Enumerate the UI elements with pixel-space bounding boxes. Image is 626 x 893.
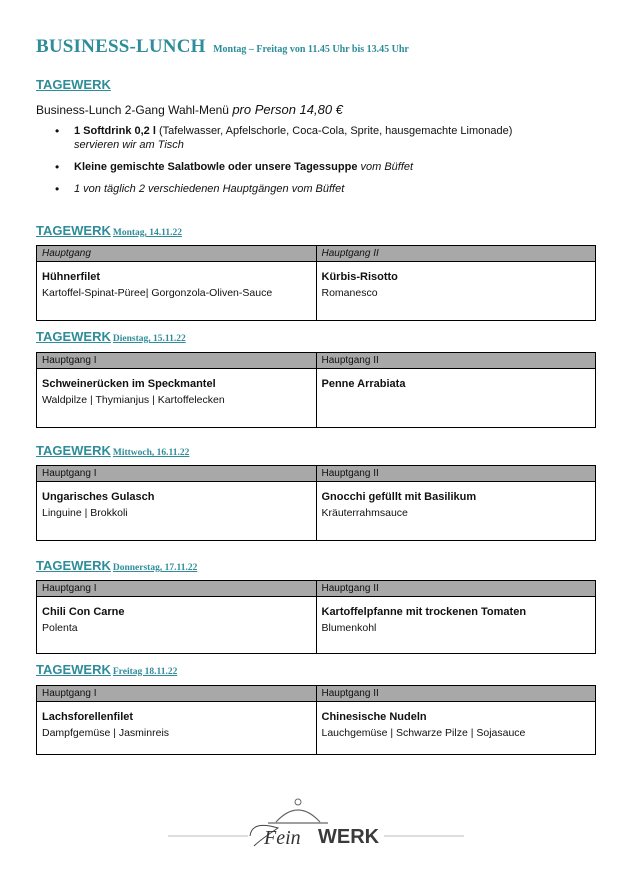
dish-sides: Polenta — [42, 622, 78, 634]
day-date: Dienstag, 15.11.22 — [112, 334, 186, 344]
dish-sides: Lauchgemüse | Schwarze Pilze | Sojasauce — [321, 727, 526, 739]
table-row — [37, 369, 595, 427]
dish-name: Chili Con Carne — [42, 606, 125, 618]
column-header: Hauptgang II — [321, 468, 379, 479]
offer-name: Business-Lunch 2-Gang Wahl-Menü — [36, 103, 229, 117]
bullet-text: Kleine gemischte Salatbowle oder unsere Tagessuppe — [74, 161, 361, 173]
feinwerk-logo — [168, 796, 464, 856]
logo-bold-text: WERK — [318, 826, 380, 848]
table-cell — [317, 597, 596, 653]
column-header: Hauptgang — [37, 246, 317, 261]
column-header: Hauptgang II — [321, 248, 379, 259]
table-header-row — [37, 353, 595, 369]
dish-name: Ungarisches Gulasch — [42, 491, 155, 503]
dish-name: Hühnerfilet — [42, 271, 101, 283]
table-cell — [37, 369, 317, 427]
day-heading-label: TAGEWERK — [36, 443, 111, 458]
list-item — [36, 182, 596, 196]
table-row — [37, 482, 595, 540]
dish-name: Chinesische Nudeln — [321, 711, 427, 723]
bullet-italic: vom Büffet — [360, 161, 414, 173]
day-menu-table — [36, 352, 596, 428]
dish-sides: Waldpilze | Thymianjus | Kartoffelecken — [42, 394, 225, 406]
day-menu-table — [36, 245, 596, 321]
list-item — [36, 160, 596, 174]
dish-sides: Dampfgemüse | Jasminreis — [42, 727, 170, 739]
title-main: BUSINESS-LUNCH — [36, 36, 206, 57]
table-cell — [37, 597, 317, 653]
day-menu-table — [36, 580, 596, 654]
column-header: Hauptgang II — [321, 688, 379, 699]
dish-name: Kartoffelpfanne mit trockenen Tomaten — [321, 606, 527, 618]
table-row — [37, 597, 595, 654]
bullet-italic: servieren wir am Tisch — [74, 139, 184, 151]
table-cell — [317, 702, 596, 754]
day-heading-label: TAGEWERK — [36, 223, 111, 238]
table-cell — [37, 702, 317, 754]
table-header-row — [37, 466, 595, 482]
day-menu-table — [36, 685, 596, 755]
dish-sides: Linguine | Brokkoli — [42, 507, 128, 519]
title-hours: Montag – Freitag von 11.45 Uhr bis 13.45 Uhr — [213, 44, 409, 55]
day-heading-label: TAGEWERK — [36, 329, 111, 344]
table-cell — [37, 262, 317, 320]
table-cell — [317, 369, 596, 427]
day-heading — [36, 223, 182, 238]
day-heading — [36, 443, 189, 458]
bullet-bold: 1 Softdrink 0,2 l — [74, 125, 156, 137]
dish-name: Kürbis-Risotto — [321, 271, 398, 283]
dish-sides: Kartoffel-Spinat-Püree| Gorgonzola-Oliven-Sauce — [42, 287, 273, 299]
column-header: Hauptgang II — [321, 355, 379, 366]
table-cell — [317, 262, 596, 320]
column-header: Hauptgang I — [37, 353, 317, 368]
day-date: Freitag 18.11.22 — [112, 667, 178, 677]
day-menu-table — [36, 465, 596, 541]
table-header-row — [37, 581, 595, 597]
day-heading-label: TAGEWERK — [36, 662, 111, 677]
day-date: Montag, 14.11.22 — [112, 228, 183, 238]
column-header: Hauptgang I — [37, 581, 317, 596]
column-header: Hauptgang II — [321, 583, 379, 594]
dish-name: Gnocchi gefüllt mit Basilikum — [321, 491, 477, 503]
table-header-row — [37, 686, 595, 702]
table-cell — [37, 482, 317, 540]
table-row — [37, 702, 595, 754]
dish-sides: Blumenkohl — [321, 622, 377, 634]
dish-sides: Kräuterrahmsauce — [321, 507, 408, 519]
column-header: Hauptgang I — [37, 466, 317, 481]
bullet-italic: 1 von täglich 2 verschiedenen Hauptgängen vom Büffet — [74, 183, 345, 195]
list-item — [36, 124, 596, 152]
table-header-row — [37, 246, 595, 262]
offer-line — [36, 102, 343, 117]
cloche-icon — [168, 796, 464, 856]
offer-price: pro Person 14,80 € — [232, 102, 343, 117]
day-heading — [36, 662, 177, 677]
intro-heading: TAGEWERK — [36, 77, 111, 92]
column-header: Hauptgang I — [37, 686, 317, 701]
dish-name: Lachsforellenfilet — [42, 711, 134, 723]
dish-name: Penne Arrabiata — [321, 378, 406, 390]
day-heading — [36, 558, 197, 573]
day-heading — [36, 329, 186, 344]
bullet-text: (Tafelwasser, Apfelschorle, Coca-Cola, Sprite, hausgemachte Limonade) — [155, 125, 513, 137]
logo-script-text: Fein — [264, 827, 301, 849]
dish-name: Schweinerücken im Speckmantel — [42, 378, 216, 390]
page-title — [36, 36, 409, 58]
table-cell — [317, 482, 596, 540]
offer-bullets — [36, 124, 596, 204]
table-row — [37, 262, 595, 320]
dish-sides: Romanesco — [321, 287, 378, 299]
day-date: Donnerstag, 17.11.22 — [112, 563, 198, 573]
day-date: Mittwoch, 16.11.22 — [112, 448, 190, 458]
day-heading-label: TAGEWERK — [36, 558, 111, 573]
